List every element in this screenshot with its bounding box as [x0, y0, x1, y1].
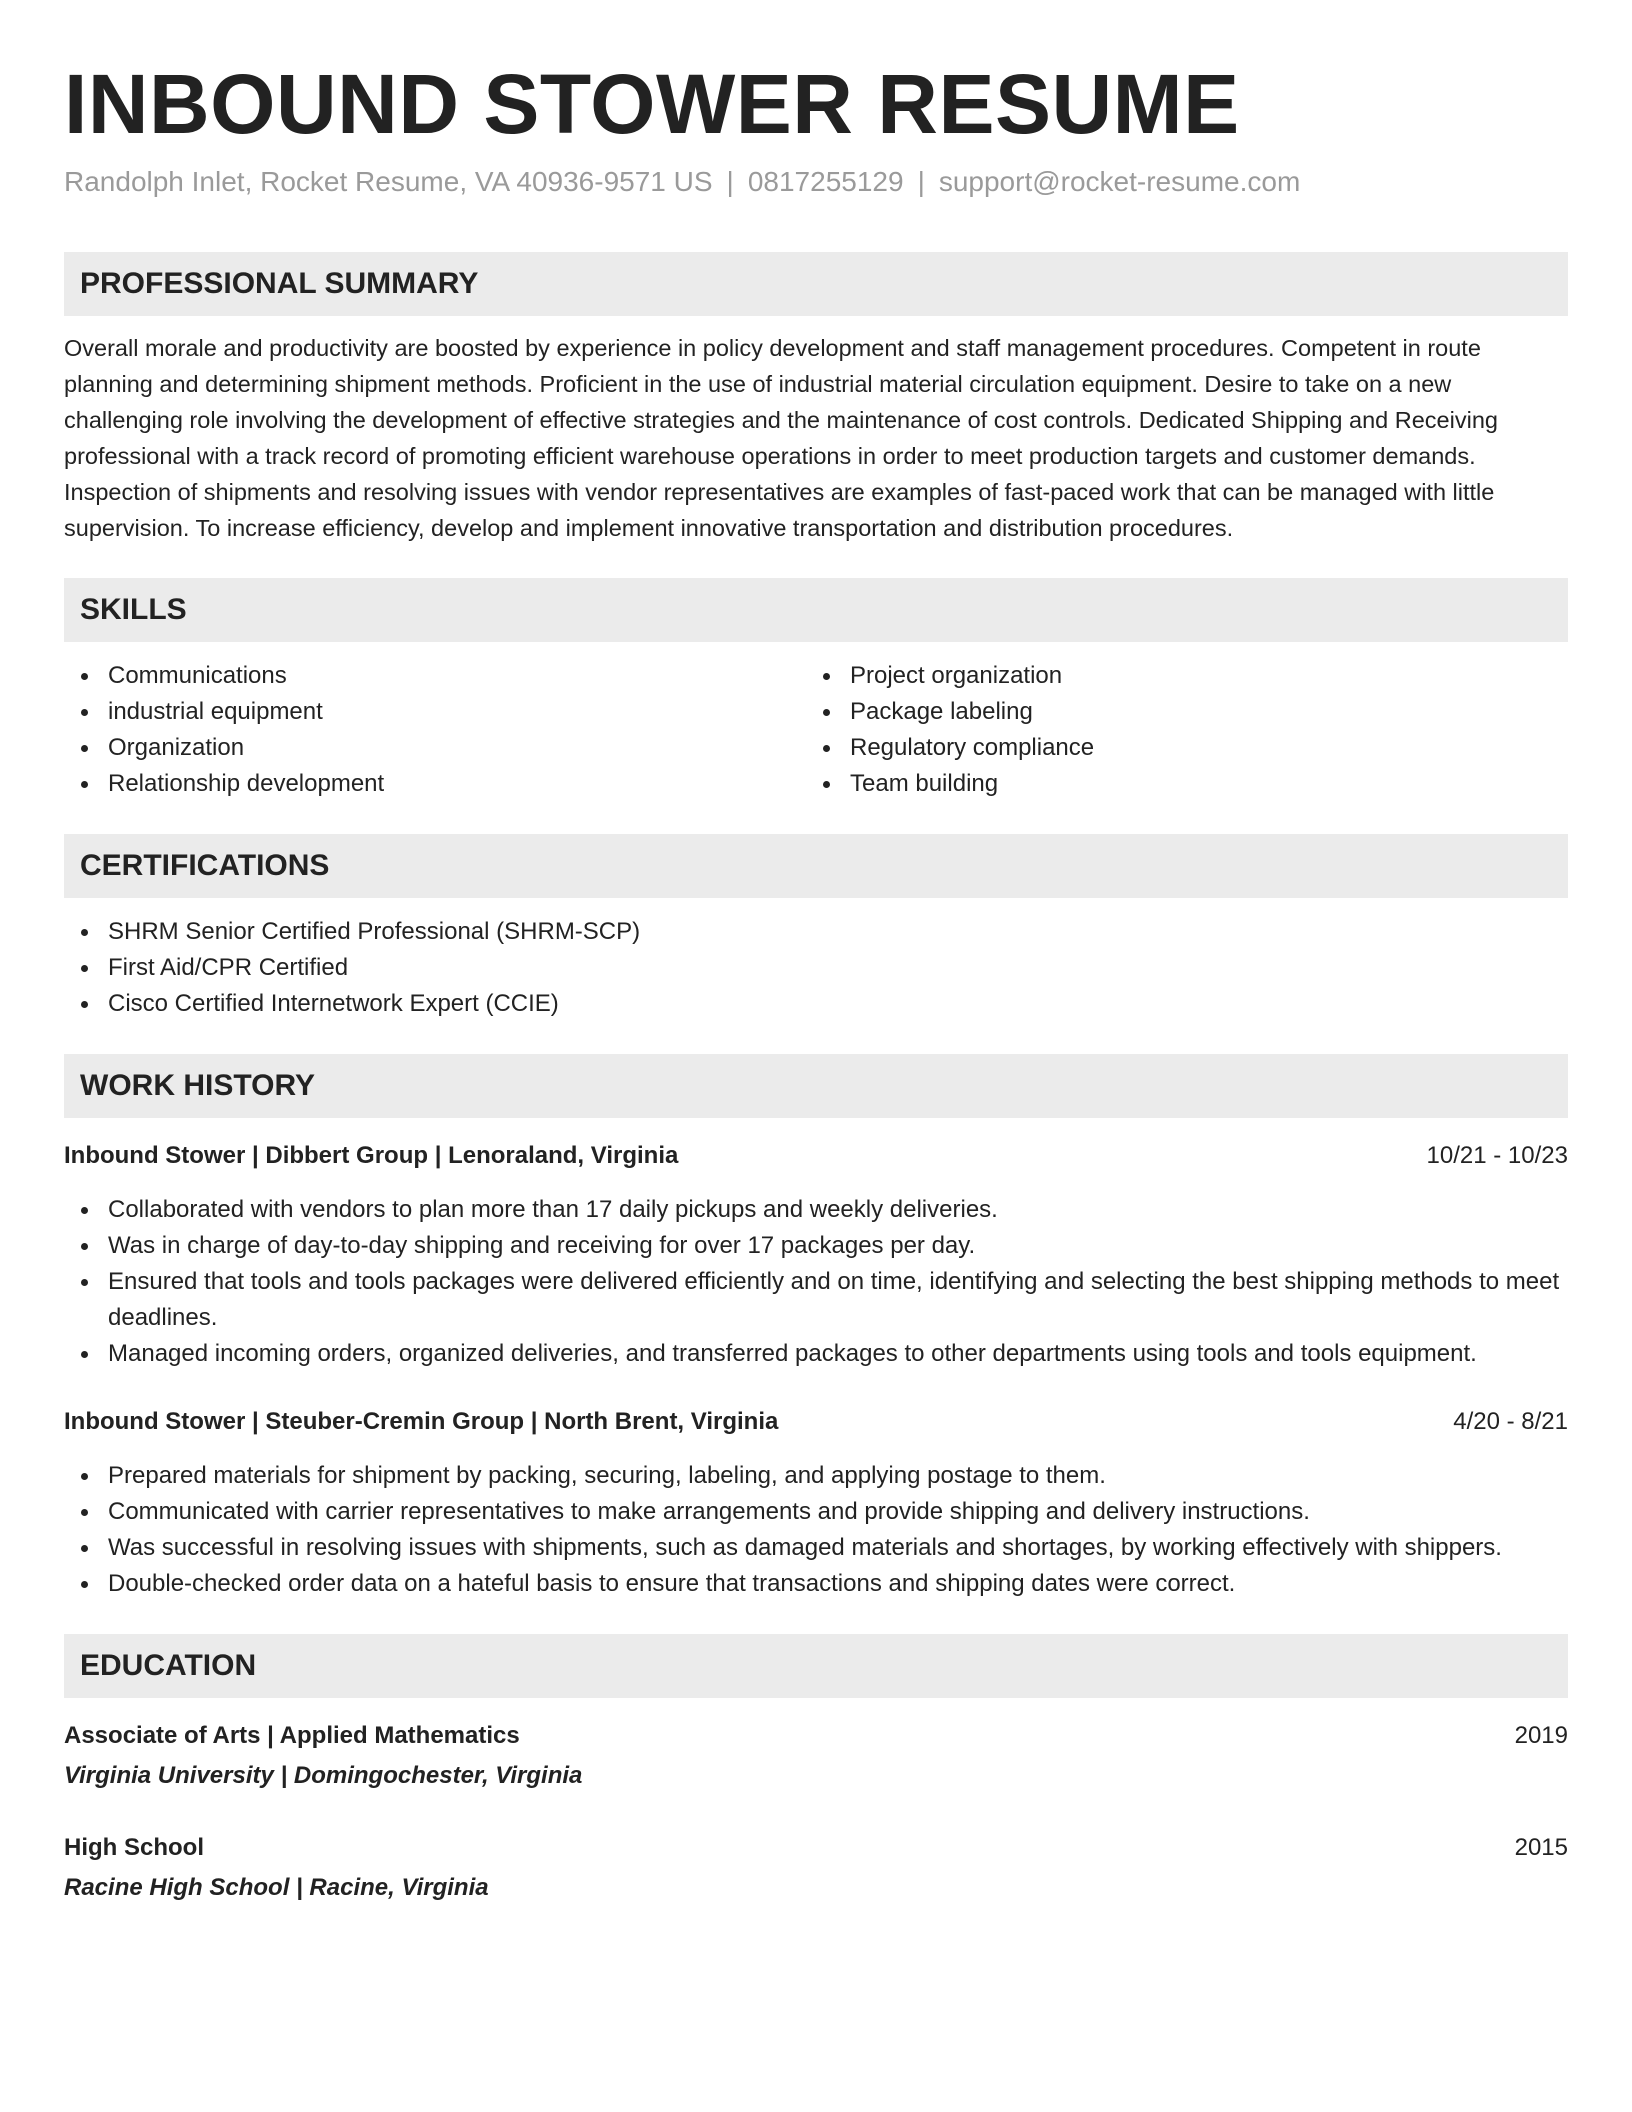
summary-text: Overall morale and productivity are boosted by experience in policy development and staff management procedures. Competent in route planning and determining shipment methods. Proficient in the use of industrial material circulation equipment. Desire to take on a new challenging role involving the development of effective strategies and the maintenance of cost controls. Dedicated Shipping and Receiving professional with a track record of promoting efficient warehouse operations in order to meet production targets and customer demands. Inspection of shipments and resolving issues with vendor representatives are examples of fast-paced work that can be managed with little supervision. To increase efficiency, develop and implement innovative transportation and distribution procedures. [64, 335, 1498, 541]
certification-item: Cisco Certified Internetwork Expert (CCIE) [64, 986, 1568, 1022]
contact-separator: | [917, 166, 925, 197]
education-degree: Associate of Arts | Applied Mathematics [64, 1722, 520, 1749]
section-header-education: EDUCATION [64, 1634, 1568, 1698]
job-bullet: Ensured that tools and tools packages were delivered efficiently and on time, identifying and selecting the best shipping methods to meet deadlines. [64, 1264, 1568, 1336]
job-dates: 4/20 - 8/21 [1453, 1408, 1568, 1435]
skill-item: Package labeling [806, 694, 1548, 730]
skill-item: Organization [64, 730, 806, 766]
job-bullets [64, 1192, 1568, 1372]
job-title-row [64, 1404, 1568, 1440]
contact-address: Randolph Inlet, Rocket Resume, VA 40936-9571 US [64, 166, 713, 197]
skill-item: Communications [64, 658, 806, 694]
skills-column-left [64, 658, 806, 802]
contact-separator: | [726, 166, 734, 197]
job-title: Inbound Stower | Dibbert Group | Lenoraland, Virginia [64, 1142, 679, 1169]
skill-item: industrial equipment [64, 694, 806, 730]
resume-page [64, 0, 1568, 1906]
education-school: Racine High School | Racine, Virginia [64, 1874, 489, 1901]
skill-item: Project organization [806, 658, 1548, 694]
section-header-summary: PROFESSIONAL SUMMARY [64, 252, 1568, 316]
education-year: 2015 [1514, 1834, 1568, 1861]
job-bullet: Was successful in resolving issues with shipments, such as damaged materials and shortages, by working effectively with shippers. [64, 1530, 1568, 1566]
job-bullet: Prepared materials for shipment by packing, securing, labeling, and applying postage to them. [64, 1458, 1568, 1494]
job-bullet: Managed incoming orders, organized deliveries, and transferred packages to other departments using tools and tools equipment. [64, 1336, 1568, 1372]
job-entry [64, 1138, 1568, 1372]
education-entry [64, 1718, 1568, 1794]
certification-item: First Aid/CPR Certified [64, 950, 1568, 986]
certification-item: SHRM Senior Certified Professional (SHRM-SCP) [64, 914, 1568, 950]
contact-line [64, 164, 1568, 200]
education-entry [64, 1830, 1568, 1906]
job-title: Inbound Stower | Steuber-Cremin Group | North Brent, Virginia [64, 1408, 779, 1435]
job-bullet: Was in charge of day-to-day shipping and receiving for over 17 packages per day. [64, 1228, 1568, 1264]
job-bullet: Double-checked order data on a hateful basis to ensure that transactions and shipping dates were correct. [64, 1566, 1568, 1602]
education-degree: High School [64, 1834, 204, 1861]
education-year: 2019 [1514, 1722, 1568, 1749]
job-bullet: Collaborated with vendors to plan more than 17 daily pickups and weekly deliveries. [64, 1192, 1568, 1228]
resume-title: INBOUND STOWER RESUME [64, 57, 1240, 151]
skill-item: Relationship development [64, 766, 806, 802]
job-title-row [64, 1138, 1568, 1174]
contact-email[interactable]: support@rocket-resume.com [938, 166, 1301, 197]
section-header-skills: SKILLS [64, 578, 1568, 642]
education-row [64, 1718, 1568, 1754]
skill-item: Regulatory compliance [806, 730, 1548, 766]
contact-phone: 0817255129 [747, 166, 904, 197]
job-entry [64, 1404, 1568, 1602]
job-dates: 10/21 - 10/23 [1426, 1142, 1568, 1169]
section-header-certifications: CERTIFICATIONS [64, 834, 1568, 898]
job-bullets [64, 1458, 1568, 1602]
certifications-list [64, 914, 1568, 1022]
skills-column-right [806, 658, 1548, 802]
education-row [64, 1830, 1568, 1866]
skill-item: Team building [806, 766, 1548, 802]
education-school: Virginia University | Domingochester, Virginia [64, 1762, 583, 1789]
skills-list [64, 658, 1568, 802]
job-bullet: Communicated with carrier representatives to make arrangements and provide shipping and delivery instructions. [64, 1494, 1568, 1530]
section-header-work-history: WORK HISTORY [64, 1054, 1568, 1118]
